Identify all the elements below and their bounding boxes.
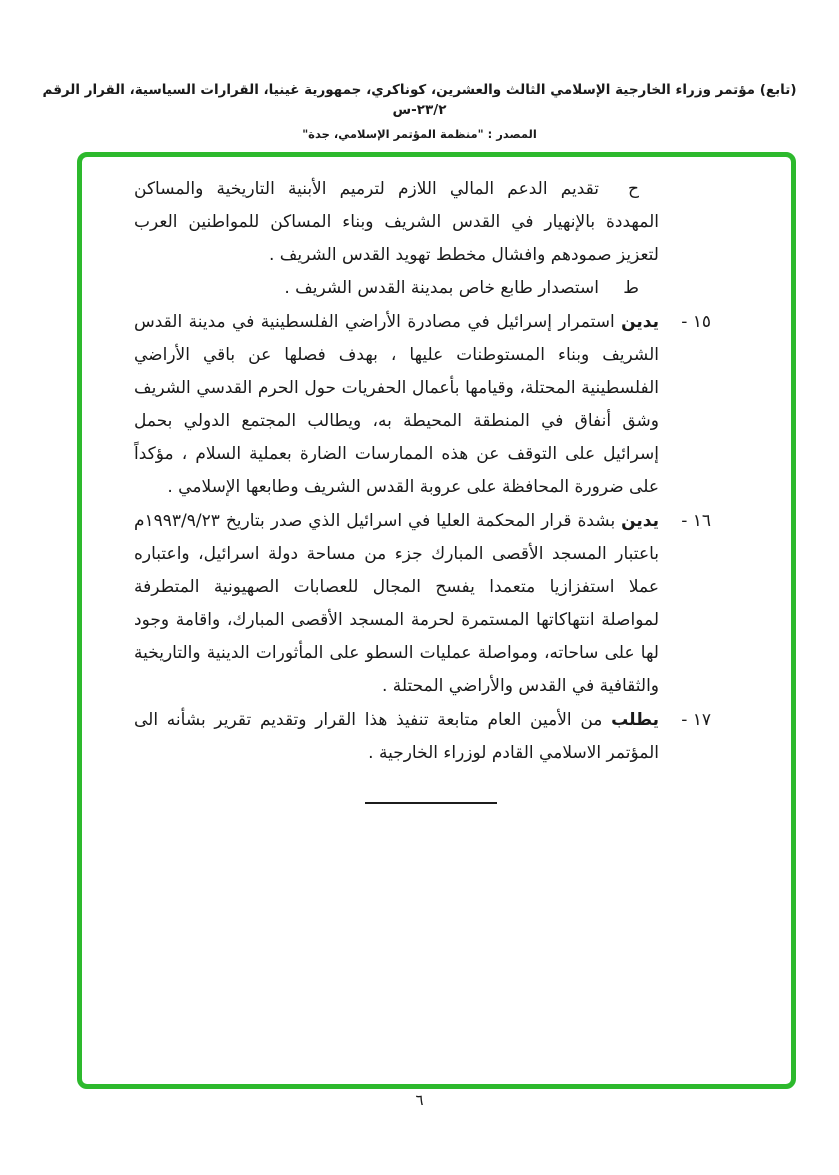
resolution-item-15: [134, 306, 711, 504]
sub-paragraph-h: [134, 173, 659, 272]
document-header: [0, 80, 839, 141]
sub-paragraph-letter: ط: [623, 278, 639, 298]
sub-paragraph-letter: ح: [628, 179, 639, 199]
item-number: ١٥ -: [681, 312, 711, 332]
item-number: ١٧ -: [681, 710, 711, 730]
item-text: [134, 704, 659, 770]
highlight-border-box: [77, 152, 796, 1089]
item-body-text: من الأمين العام متابعة تنفيذ هذا القرار وتقديم تقرير بشأنه الى المؤتمر الاسلامي القادم لوزراء الخارجية .: [134, 710, 659, 763]
item-lead-word: يدين: [621, 312, 660, 332]
sub-paragraph-t: [134, 272, 659, 305]
item-body-text: بشدة قرار المحكمة العليا في اسرائيل الذي صدر بتاريخ ١٩٩٣/٩/٢٣م باعتبار المسجد الأقصى المبارك جزء من مساحة دولة اسرائيل، واعتباره عملا استفزازيا متعمدا يفسح المجال للعصابات الصهيونية المتطرفة لمواصلة انتهاكاتها المستمرة لحرمة المسجد الأقصى المبارك، واقامة وجود لها على ساحاته، ومواصلة عمليات السطو على المأثورات الدينية والتاريخية والثقافية في القدس والأراضي المحتلة .: [134, 511, 659, 696]
sub-paragraph-text: استصدار طابع خاص بمدينة القدس الشريف .: [284, 278, 599, 298]
horizontal-rule: [365, 802, 497, 804]
item-body-text: استمرار إسرائيل في مصادرة الأراضي الفلسطينية في مدينة القدس الشريف وبناء المستوطنات عليها ، بهدف فصلها عن باقي الأراضي الفلسطينية المحتلة، وقيامها بأعمال الحفريات حول الحرم القدسي الشريف وشق أنفاق في المنطقة المحيطة به، ويطالب المجتمع الدولي بحمل إسرائيل على التوقف عن هذه الممارسات الضارة بعملية السلام ، مؤكداً على ضرورة المحافظة على عروبة القدس الشريف وطابعها الإسلامي .: [134, 312, 659, 497]
item-lead-word: يدين: [621, 511, 659, 531]
header-source-line: المصدر : "منظمة المؤتمر الإسلامي، جدة": [302, 127, 537, 141]
resolution-item-16: [134, 505, 711, 703]
item-lead-word: يطلب: [611, 710, 660, 730]
header-reference-line: (تابع) مؤتمر وزراء الخارجية الإسلامي الثالث والعشرين، كوناكري، جمهورية غينيا، القرارات السياسية، القرار الرقم ٢٣/٢-س: [42, 82, 797, 118]
item-text: [134, 306, 659, 504]
sub-paragraph-text: تقديم الدعم المالي اللازم لترميم الأبنية التاريخية والمساكن المهددة بالإنهيار في القدس الشريف وبناء المساكن للمواطنين العرب لتعزيز صمودهم وافشال مخطط تهويد القدس الشريف .: [134, 179, 659, 265]
resolution-text-block: [82, 157, 791, 770]
item-text: [134, 505, 659, 703]
resolution-item-17: [134, 704, 711, 770]
item-number: ١٦ -: [681, 511, 711, 531]
page-number: ٦: [415, 1091, 424, 1109]
